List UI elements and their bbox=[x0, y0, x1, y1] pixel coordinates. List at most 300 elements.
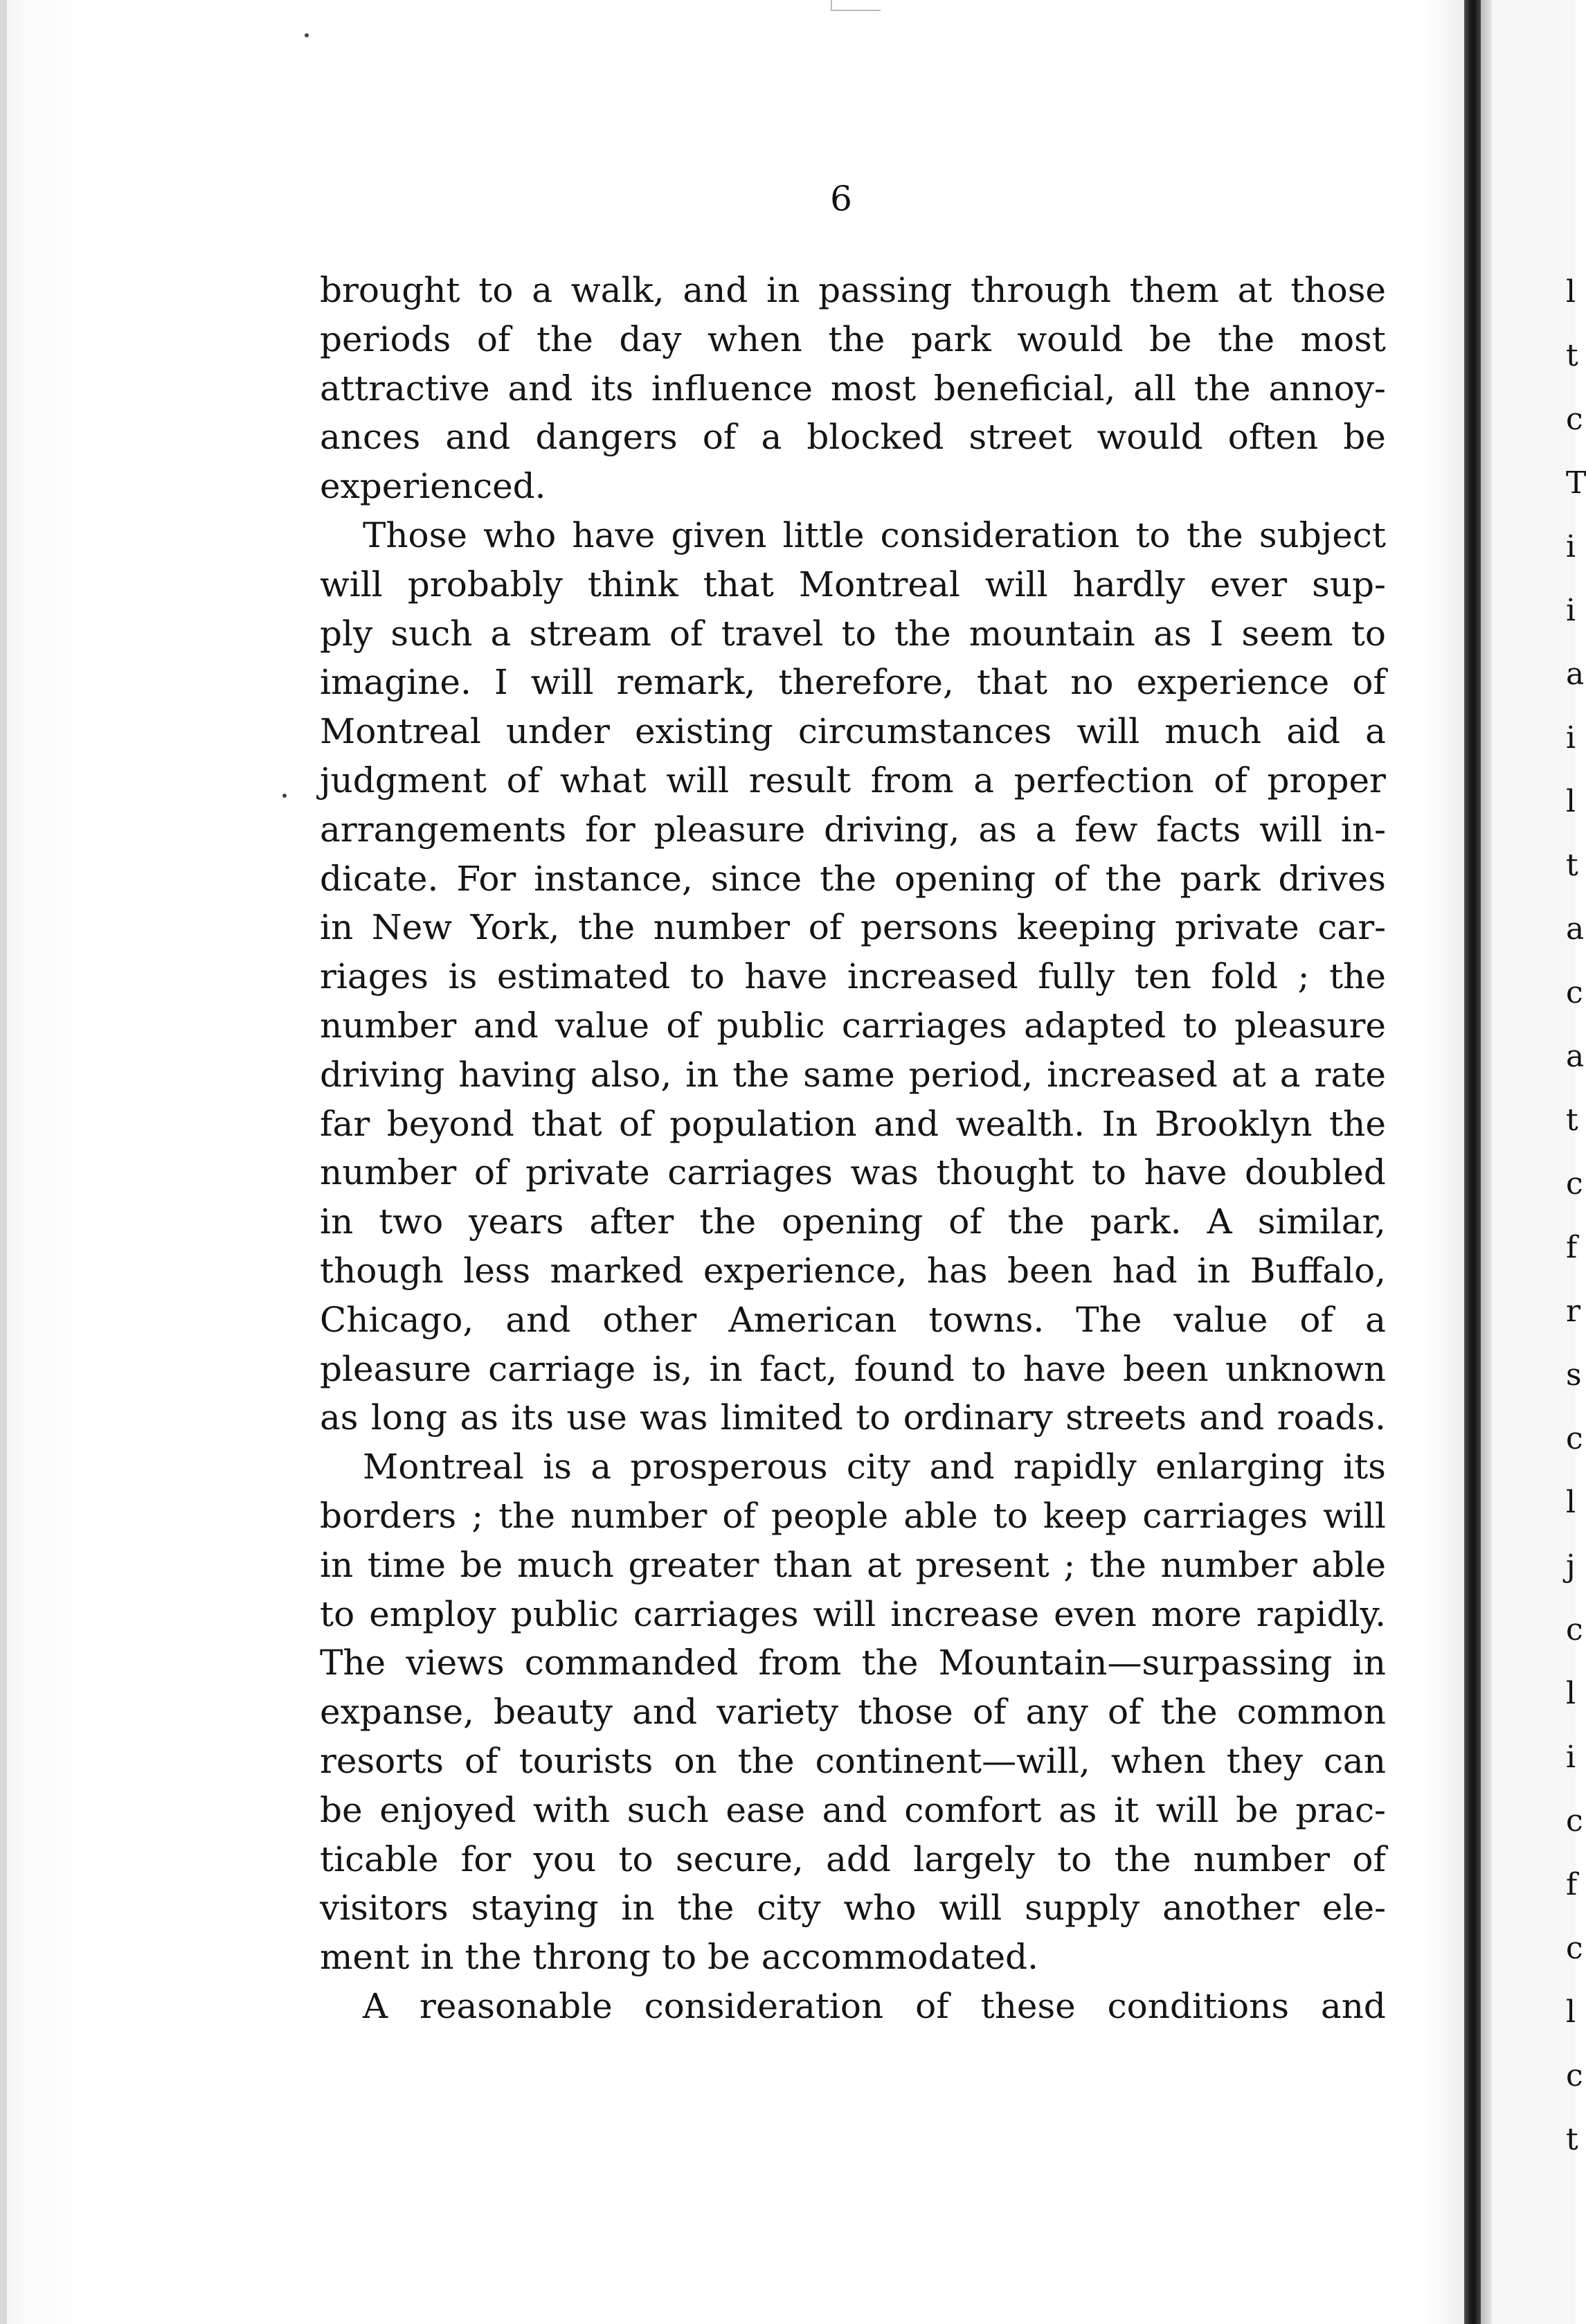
word: result bbox=[748, 760, 851, 801]
word: rapidly bbox=[1013, 1447, 1137, 1487]
word: stream bbox=[529, 613, 651, 654]
gutter-shadow bbox=[1481, 0, 1492, 2324]
word: to bbox=[661, 1937, 697, 1978]
word: and bbox=[1199, 1397, 1265, 1438]
word: secure, bbox=[675, 1839, 804, 1879]
word: towns. bbox=[928, 1299, 1045, 1340]
word: the bbox=[1193, 368, 1251, 409]
word: had bbox=[1112, 1250, 1178, 1291]
text-line bbox=[320, 1442, 1386, 1492]
word: to bbox=[971, 1348, 1007, 1389]
word: carriages bbox=[841, 1005, 1007, 1046]
text-line bbox=[320, 658, 1386, 707]
word: and bbox=[929, 1447, 995, 1487]
text-line bbox=[320, 560, 1386, 609]
word: driving bbox=[320, 1054, 445, 1095]
word: at bbox=[867, 1544, 901, 1585]
word: able bbox=[1311, 1544, 1386, 1585]
speck bbox=[282, 794, 287, 798]
word: ment bbox=[320, 1937, 410, 1978]
word: of bbox=[808, 907, 842, 948]
word: you bbox=[533, 1839, 597, 1879]
word: be bbox=[708, 1937, 750, 1978]
word: has bbox=[926, 1250, 988, 1291]
word: reasonable bbox=[420, 1985, 613, 2026]
word: The bbox=[1076, 1299, 1142, 1340]
word: value bbox=[555, 1005, 649, 1046]
text-line bbox=[320, 1933, 1386, 1982]
word: number bbox=[320, 1005, 457, 1046]
speck bbox=[305, 33, 309, 37]
word: seem bbox=[1241, 613, 1333, 654]
word: more bbox=[1151, 1593, 1242, 1634]
text-line bbox=[320, 266, 1386, 315]
word: experience, bbox=[703, 1250, 908, 1291]
word: the bbox=[732, 1054, 790, 1095]
word: a bbox=[973, 760, 995, 801]
word: in bbox=[1352, 1643, 1386, 1683]
facing-page-letter: c bbox=[1566, 402, 1583, 437]
word: a bbox=[591, 1447, 612, 1487]
word: have bbox=[1022, 1348, 1106, 1389]
text-line bbox=[320, 1393, 1386, 1442]
word: thought bbox=[936, 1152, 1074, 1193]
facing-page-letter: a bbox=[1566, 1039, 1585, 1074]
top-margin-mark bbox=[831, 0, 881, 11]
word: even bbox=[1054, 1593, 1137, 1634]
word: employ bbox=[369, 1593, 496, 1634]
word: it bbox=[1114, 1789, 1139, 1830]
text-line bbox=[320, 1590, 1386, 1639]
word: Montreal bbox=[363, 1447, 524, 1487]
word: a bbox=[1035, 809, 1056, 850]
word: think bbox=[587, 564, 678, 605]
word: influence bbox=[651, 368, 813, 409]
word: in bbox=[320, 907, 354, 948]
word: far bbox=[320, 1103, 370, 1144]
word: in bbox=[685, 1054, 719, 1095]
word: the bbox=[498, 1495, 555, 1536]
word: those bbox=[858, 1692, 953, 1733]
word: annoy- bbox=[1268, 368, 1386, 409]
word: been bbox=[1123, 1348, 1209, 1389]
facing-page-letter: j bbox=[1566, 1548, 1576, 1584]
word: American bbox=[728, 1299, 897, 1340]
word: comfort bbox=[904, 1789, 1042, 1830]
word: The bbox=[320, 1643, 386, 1683]
word: keep bbox=[1043, 1495, 1128, 1536]
word: dicate. bbox=[320, 858, 439, 899]
word: consideration bbox=[880, 515, 1120, 555]
word: the bbox=[465, 1937, 522, 1978]
word: in- bbox=[1340, 809, 1386, 850]
facing-page-letter: c bbox=[1566, 1612, 1583, 1647]
word: increased bbox=[1047, 1054, 1218, 1095]
word: Those bbox=[363, 515, 467, 555]
facing-page-letter: t bbox=[1566, 848, 1578, 883]
word: ; bbox=[1297, 956, 1310, 997]
word: number bbox=[320, 1152, 457, 1193]
word: found bbox=[854, 1348, 955, 1389]
word: the bbox=[1186, 515, 1243, 555]
word: two bbox=[379, 1201, 444, 1242]
word: a bbox=[532, 270, 553, 310]
word: the bbox=[894, 613, 951, 654]
word: Mountain—surpassing bbox=[938, 1643, 1333, 1683]
text-line bbox=[320, 1541, 1386, 1590]
word: of bbox=[1352, 662, 1386, 703]
word: car- bbox=[1317, 907, 1386, 948]
word: variety bbox=[717, 1692, 839, 1733]
word: the bbox=[737, 1740, 795, 1781]
word: to bbox=[856, 1397, 891, 1438]
word: beneficial, bbox=[933, 368, 1116, 409]
text-line bbox=[320, 1492, 1386, 1541]
text-line bbox=[320, 364, 1386, 413]
word: having bbox=[458, 1054, 577, 1095]
text-line bbox=[320, 952, 1386, 1001]
word: ele- bbox=[1322, 1888, 1386, 1929]
page-left-edge bbox=[0, 0, 7, 2324]
word: conditions bbox=[1107, 1985, 1289, 2026]
word: to bbox=[690, 956, 725, 997]
word: add bbox=[826, 1839, 891, 1879]
word: is, bbox=[652, 1348, 693, 1389]
word: was bbox=[640, 1397, 708, 1438]
word: York, bbox=[470, 907, 560, 948]
word: to bbox=[478, 270, 514, 310]
word: no bbox=[1070, 662, 1114, 703]
word: greater bbox=[628, 1544, 759, 1585]
word: a bbox=[1365, 711, 1386, 752]
word: for bbox=[460, 1839, 512, 1879]
word: I bbox=[494, 662, 508, 703]
word: from bbox=[870, 760, 954, 801]
word: wealth. bbox=[955, 1103, 1085, 1144]
facing-page-letter: t bbox=[1566, 1102, 1578, 1138]
word: of bbox=[506, 760, 541, 801]
word: have bbox=[572, 515, 656, 555]
word: can bbox=[1323, 1740, 1386, 1781]
word: to bbox=[841, 613, 876, 654]
text-line bbox=[320, 707, 1386, 756]
word: prosperous bbox=[630, 1447, 828, 1487]
word: Montreal bbox=[320, 711, 481, 752]
word: is bbox=[448, 956, 478, 997]
word: and bbox=[683, 270, 748, 310]
facing-page-letter: i bbox=[1566, 529, 1576, 564]
word: and bbox=[632, 1692, 698, 1733]
word: A bbox=[363, 1985, 388, 2026]
word: of bbox=[1108, 1692, 1142, 1733]
word: New bbox=[371, 907, 452, 948]
word: what bbox=[559, 760, 647, 801]
word: and bbox=[1320, 1985, 1386, 2026]
word: in bbox=[320, 1544, 354, 1585]
word: much bbox=[1164, 711, 1262, 752]
word: private bbox=[1175, 907, 1299, 948]
word: under bbox=[505, 711, 610, 752]
word: public bbox=[717, 1005, 825, 1046]
text-line bbox=[320, 1688, 1386, 1737]
word: to bbox=[320, 1593, 355, 1634]
word: a bbox=[761, 417, 782, 458]
word: that bbox=[703, 564, 774, 605]
word: fact, bbox=[759, 1348, 838, 1389]
word: be bbox=[1343, 417, 1386, 458]
word: to bbox=[1057, 1839, 1092, 1879]
word: given bbox=[671, 515, 767, 555]
word: been bbox=[1007, 1250, 1093, 1291]
word: Brooklyn bbox=[1154, 1103, 1313, 1144]
word: other bbox=[602, 1299, 697, 1340]
word: less bbox=[463, 1250, 531, 1291]
word: and bbox=[505, 1299, 571, 1340]
word: value bbox=[1173, 1299, 1268, 1340]
facing-page-letter: T bbox=[1566, 465, 1586, 501]
word: travel bbox=[721, 613, 824, 654]
word: of bbox=[464, 1740, 498, 1781]
word: subject bbox=[1259, 515, 1386, 555]
text-line bbox=[320, 1100, 1386, 1149]
word: use bbox=[566, 1397, 627, 1438]
word: often bbox=[1227, 417, 1319, 458]
word: as bbox=[460, 1397, 498, 1438]
word: enjoyed bbox=[379, 1789, 516, 1830]
word: will bbox=[1155, 1789, 1219, 1830]
word: present bbox=[915, 1544, 1049, 1585]
word: will bbox=[1323, 1495, 1386, 1536]
word: and bbox=[822, 1789, 887, 1830]
word: For bbox=[456, 858, 516, 899]
word: Montreal bbox=[798, 564, 960, 605]
word: throng bbox=[532, 1937, 651, 1978]
word: and bbox=[874, 1103, 939, 1144]
facing-page-letter: a bbox=[1566, 656, 1585, 692]
facing-page-letter: t bbox=[1566, 338, 1578, 373]
word: in bbox=[320, 1201, 354, 1242]
word: time bbox=[367, 1544, 446, 1585]
word: circumstances bbox=[797, 711, 1052, 752]
word: keeping bbox=[1016, 907, 1157, 948]
facing-page-letter: c bbox=[1566, 2058, 1583, 2093]
word: of bbox=[666, 1005, 700, 1046]
word: a bbox=[1279, 1054, 1301, 1095]
text-line bbox=[320, 1835, 1386, 1884]
word: to bbox=[993, 1495, 1028, 1536]
facing-page-letter: c bbox=[1566, 1803, 1583, 1839]
word: ply bbox=[320, 613, 373, 654]
word: same bbox=[803, 1054, 895, 1095]
facing-page-letter: s bbox=[1566, 1357, 1582, 1393]
word: the bbox=[828, 319, 885, 359]
word: from bbox=[758, 1643, 842, 1683]
word: number bbox=[653, 907, 791, 948]
word: will bbox=[813, 1593, 876, 1634]
word: of bbox=[619, 1103, 653, 1144]
word: park bbox=[1180, 858, 1261, 899]
word: when bbox=[708, 319, 802, 359]
word: roads. bbox=[1277, 1397, 1386, 1438]
word: dangers bbox=[535, 417, 678, 458]
word: as bbox=[978, 809, 1017, 850]
word: also, bbox=[590, 1054, 672, 1095]
word: supply bbox=[1025, 1888, 1140, 1929]
word: of bbox=[915, 1985, 949, 2026]
text-line bbox=[320, 1197, 1386, 1246]
word: through bbox=[971, 270, 1111, 310]
word: they bbox=[1226, 1740, 1303, 1781]
word: of bbox=[474, 1152, 508, 1193]
word: beyond bbox=[386, 1103, 514, 1144]
word: of bbox=[669, 613, 703, 654]
word: resorts bbox=[320, 1740, 444, 1781]
text-line bbox=[320, 1982, 1386, 2031]
word: the bbox=[536, 319, 593, 359]
facing-page-letter: c bbox=[1566, 975, 1583, 1010]
word: adapted bbox=[1023, 1005, 1166, 1046]
word: of bbox=[476, 319, 511, 359]
text-line bbox=[320, 805, 1386, 855]
word: people bbox=[771, 1495, 889, 1536]
word: at bbox=[1237, 270, 1272, 310]
word: of bbox=[702, 417, 737, 458]
word: opening bbox=[894, 858, 1036, 899]
word: ; bbox=[471, 1495, 484, 1536]
word: its bbox=[591, 368, 634, 409]
word: to bbox=[1135, 515, 1171, 555]
text-line bbox=[320, 1148, 1386, 1197]
text-line bbox=[320, 1296, 1386, 1345]
word: carriages bbox=[633, 1593, 799, 1634]
word: prac- bbox=[1295, 1789, 1386, 1830]
word: ordinary bbox=[903, 1397, 1053, 1438]
text-line bbox=[320, 756, 1386, 805]
word: walk, bbox=[570, 270, 665, 310]
word: of bbox=[1299, 1299, 1334, 1340]
word: number bbox=[1193, 1839, 1331, 1879]
word: years bbox=[469, 1201, 564, 1242]
word: in bbox=[420, 1937, 454, 1978]
word: who bbox=[483, 515, 557, 555]
word: streets bbox=[1065, 1397, 1187, 1438]
text-line bbox=[320, 1246, 1386, 1296]
word: of bbox=[972, 1692, 1007, 1733]
word: long bbox=[370, 1397, 448, 1438]
word: as bbox=[1153, 613, 1192, 654]
facing-page-letter: i bbox=[1566, 593, 1576, 628]
word: of bbox=[1054, 858, 1088, 899]
word: hardly bbox=[1072, 564, 1185, 605]
word: increase bbox=[890, 1593, 1040, 1634]
text-line bbox=[320, 609, 1386, 659]
word: the bbox=[677, 1888, 735, 1929]
facing-page-letter: c bbox=[1566, 1931, 1583, 1966]
word: borders bbox=[320, 1495, 457, 1536]
word: probably bbox=[407, 564, 563, 605]
page-number: 6 bbox=[830, 179, 852, 219]
word: than bbox=[773, 1544, 853, 1585]
word: Chicago, bbox=[320, 1299, 474, 1340]
word: in bbox=[1197, 1250, 1231, 1291]
word: limited bbox=[720, 1397, 843, 1438]
facing-page-letter: f bbox=[1566, 1867, 1578, 1902]
word: ease bbox=[726, 1789, 806, 1830]
text-line bbox=[320, 511, 1386, 560]
word: proper bbox=[1267, 760, 1386, 801]
word: I bbox=[1209, 613, 1224, 654]
word: much bbox=[516, 1544, 614, 1585]
word: will bbox=[939, 1888, 1002, 1929]
word: passing bbox=[818, 270, 953, 310]
word: fully bbox=[1038, 956, 1115, 997]
word: increased bbox=[847, 956, 1018, 997]
word: remark, bbox=[616, 662, 756, 703]
word: be bbox=[460, 1544, 503, 1585]
word: of bbox=[1214, 760, 1247, 801]
word: the bbox=[1329, 956, 1386, 997]
word: the bbox=[1105, 858, 1162, 899]
word: arrangements bbox=[320, 809, 567, 850]
facing-page-letter: l bbox=[1566, 1676, 1576, 1711]
word: to bbox=[1091, 1152, 1127, 1193]
text-line bbox=[320, 1638, 1386, 1688]
word: carriages bbox=[1142, 1495, 1308, 1536]
word: city bbox=[846, 1447, 911, 1487]
word: day bbox=[619, 319, 682, 359]
facing-page-edge bbox=[1492, 0, 1576, 2324]
facing-page-letter: c bbox=[1566, 1166, 1583, 1201]
word: accommodated. bbox=[761, 1937, 1038, 1978]
word: and bbox=[507, 368, 573, 409]
word: rapidly. bbox=[1256, 1593, 1386, 1634]
word: ever bbox=[1209, 564, 1288, 605]
facing-page-letter: l bbox=[1566, 274, 1576, 310]
word: in bbox=[621, 1888, 655, 1929]
word: with bbox=[533, 1789, 611, 1830]
word: of bbox=[722, 1495, 756, 1536]
facing-page-letter: l bbox=[1566, 1994, 1576, 2030]
word: the bbox=[699, 1201, 757, 1242]
word: few bbox=[1074, 809, 1138, 850]
word: be bbox=[1236, 1789, 1279, 1830]
word: the bbox=[1329, 1103, 1386, 1144]
word: on bbox=[674, 1740, 717, 1781]
word: unknown bbox=[1225, 1348, 1386, 1389]
word: have bbox=[1144, 1152, 1227, 1193]
word: the bbox=[578, 907, 636, 948]
word: ; bbox=[1063, 1544, 1076, 1585]
word: views bbox=[406, 1643, 505, 1683]
word: will bbox=[1076, 711, 1140, 752]
word: expanse, bbox=[320, 1692, 474, 1733]
word: ticable bbox=[320, 1839, 439, 1879]
word: these bbox=[980, 1985, 1076, 2026]
word: is bbox=[543, 1447, 572, 1487]
word: tourists bbox=[519, 1740, 654, 1781]
word: A bbox=[1207, 1201, 1232, 1242]
word: consideration bbox=[644, 1985, 884, 2026]
word: driving, bbox=[824, 809, 960, 850]
word: a bbox=[490, 613, 512, 654]
word: blocked bbox=[806, 417, 944, 458]
facing-page-letter: f bbox=[1566, 1230, 1578, 1265]
word: marked bbox=[550, 1250, 684, 1291]
text-line bbox=[320, 1786, 1386, 1835]
word: continent—will, bbox=[815, 1740, 1090, 1781]
word: since bbox=[710, 858, 802, 899]
word: the bbox=[1007, 1201, 1065, 1242]
